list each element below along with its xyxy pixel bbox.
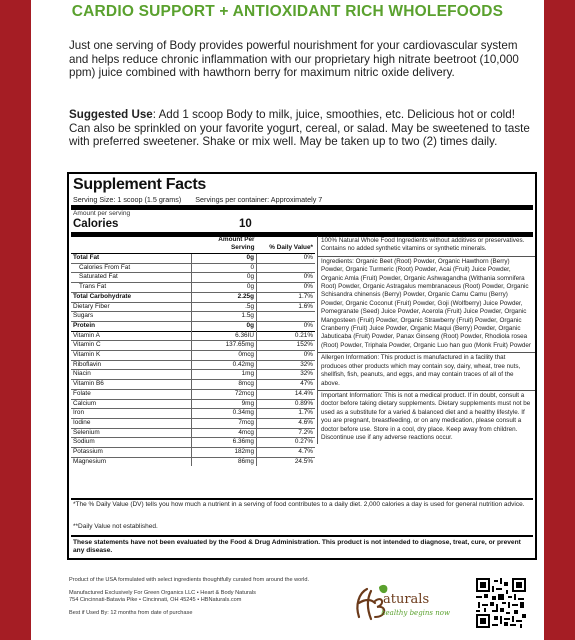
suggested-use-text: : Add 1 scoop Body to milk, juice, smoothies, etc. Delicious hot or cold! Can also be sprinkled on your favorite yogurt, cereal, or salad. May be sweetened to taste with preferred sweetener. Shake or mix well. May be taken up to two (2) times daily.: [69, 108, 530, 149]
nutrient-name: Saturated Fat: [71, 273, 192, 283]
daily-value-footnote: *The % Daily Value (DV) tells you how much a nutrient in a serving of food contributes to a daily diet. 2,000 calories a day is used for general nutrition advice.: [73, 501, 525, 508]
nutrient-row: [71, 331, 315, 341]
nutrient-name: Folate: [71, 389, 192, 399]
nutrient-name: Iron: [71, 409, 192, 419]
suggested-use-paragraph: [69, 108, 539, 149]
nutrient-dv: 0.89%: [257, 399, 316, 409]
nutrient-dv: 0%: [257, 321, 316, 331]
nutrient-name: Iodine: [71, 418, 192, 428]
serving-size: Serving Size: 1 scoop (1.5 grams): [73, 195, 182, 204]
logo-tagline: healthy begins now: [381, 609, 450, 617]
nutrient-amount: 7mcg: [192, 418, 257, 428]
divider-medium: [71, 498, 533, 500]
col-amount-header: Amount Per Serving: [192, 236, 257, 254]
nutrient-row: [71, 409, 315, 419]
nutrient-name: Calcium: [71, 399, 192, 409]
product-headline: CARDIO SUPPORT + ANTIOXIDANT RICH WHOLEFOODS: [71, 3, 504, 20]
nutrient-row: [71, 341, 315, 351]
nutrient-amount: 6.36IU: [192, 331, 257, 341]
nutrient-amount: 0g: [192, 273, 257, 283]
nutrient-amount: 182mg: [192, 448, 257, 458]
nutrient-dv: 0.21%: [257, 331, 316, 341]
nutrient-row: [71, 418, 315, 428]
nutrient-amount: 9mg: [192, 399, 257, 409]
divider-medium: [71, 535, 533, 537]
nutrient-dv: 152%: [257, 341, 316, 351]
nutrient-name: Vitamin C: [71, 341, 192, 351]
suggested-use-label: Suggested Use: [69, 108, 153, 121]
nutrient-name: Calories From Fat: [71, 263, 192, 273]
nutrient-row: [71, 438, 315, 448]
dv-not-established-footnote: **Daily Value not established.: [73, 523, 158, 530]
facts-title: Supplement Facts: [73, 176, 207, 193]
nutrient-amount: 0g: [192, 321, 257, 331]
nutrient-dv: 1.7%: [257, 409, 316, 419]
nutrient-amount: 1.5g: [192, 312, 257, 322]
nutrient-dv: 1.6%: [257, 302, 316, 312]
manufacturer-line-2: 754 Cincinnati-Batavia Pike • Cincinnati, OH 45245 • HBNaturals.com: [69, 596, 242, 603]
logo-wordmark: aturals: [383, 592, 430, 607]
manufacturer-line-1: Manufactured Exclusively For Green Organics LLC • Heart & Body Naturals: [69, 589, 256, 596]
col-dv-header: % Daily Value*: [257, 236, 316, 254]
nutrient-name: Niacin: [71, 370, 192, 380]
ingredients-list: Ingredients: Organic Beet (Root) Powder, Organic Hawthorn (Berry) Powder, Organic Turmeric (Root) Powder, Acai (Fruit) Juice Powder, Organic Amla (Fruit) Powder, Organic Ashwagandha (Withania somnifera Root) Powder, Organic Astragalus membranaceus (Root) Powder, Organic Schisandra chinensis (Berry) Powder, Organic Camu Camu (Berry) Powder, Organic Coconut (Fruit) Powder, Goji (Wolfberry) Juice Powder, Pomegranate (Seed) Juice Powder, Acerola (Fruit) Juice Powder, Organic Mangosteen (Fruit) Powder, Organic Strawberry (Fruit) Powder, Organic Cranberry (Fruit) Juice Powder, Organic Maqui (Berry) Powder, Organic Jabuticaba (Fruit) Powder, Panax Ginseng (Root) Powder, Rhodiola rosea (Root) Powder, Triphala Powder, Organic Luo han guo (Monk Fruit) Powder: [318, 257, 535, 353]
nutrient-table: [71, 236, 315, 466]
label-page: [31, 0, 544, 640]
nutrient-row: [71, 457, 315, 466]
allergen-info: Allergen Information: This product is manufactured in a facility that produces other products which may contain soy, dairy, wheat, tree nuts, shellfish, fish, peanuts, and eggs, and may contain traces of all of the above.: [318, 353, 535, 391]
nutrient-row: [71, 380, 315, 390]
qr-code-icon: [476, 578, 526, 628]
nutrient-dv: 0.27%: [257, 438, 316, 448]
nutrient-amount: 0g: [192, 283, 257, 293]
nutrient-row: [71, 360, 315, 370]
nutrient-dv: 4.7%: [257, 448, 316, 458]
nutrient-row: [71, 389, 315, 399]
nutrient-row: [71, 312, 315, 322]
nutrient-row: [71, 273, 315, 283]
origin-statement: Product of the USA formulated with select ingredients thoughtfully curated from around the world.: [69, 577, 310, 583]
nutrient-dv: 32%: [257, 360, 316, 370]
nutrient-amount: 8mcg: [192, 380, 257, 390]
nutrient-name: Sugars: [71, 312, 192, 322]
nutrient-row: [71, 351, 315, 361]
nutrient-amount: .5g: [192, 302, 257, 312]
nutrient-row: [71, 321, 315, 331]
nutrient-name: Total Fat: [71, 254, 192, 264]
servings-per-container: Servings per container: Approximately 7: [195, 195, 323, 204]
natural-note: 100% Natural Whole Food Ingredients without additives or preservatives. Contains no added synthetic vitamins or synthetic minerals.: [318, 236, 535, 257]
nutrient-amount: 86mg: [192, 457, 257, 466]
intro-paragraph: Just one serving of Body provides powerful nourishment for your cardiovascular system and helps reduce chronic inflammation with our proprietary high nitrate beetroot (10,000 ppm) juice combined with hawthorn berry for maximum nitric oxide delivery.: [69, 39, 519, 80]
nutrient-amount: 6.36mg: [192, 438, 257, 448]
nutrient-amount: 2.25g: [192, 292, 257, 302]
nutrient-row: [71, 263, 315, 273]
nutrient-dv: 14.4%: [257, 389, 316, 399]
nutrient-amount: 0mcg: [192, 351, 257, 361]
nutrient-row: [71, 399, 315, 409]
serving-info: [73, 195, 322, 204]
nutrient-dv: 0%: [257, 283, 316, 293]
nutrient-name: Sodium: [71, 438, 192, 448]
nutrient-name: Dietary Fiber: [71, 302, 192, 312]
nutrient-name: Selenium: [71, 428, 192, 438]
nutrient-row: [71, 292, 315, 302]
nutrient-amount: 0.42mg: [192, 360, 257, 370]
nutrient-dv: 7.2%: [257, 428, 316, 438]
divider-thick: [71, 205, 533, 210]
nutrient-dv: 1.7%: [257, 292, 316, 302]
nutrient-dv: 0%: [257, 351, 316, 361]
nutrient-name: Vitamin K: [71, 351, 192, 361]
nutrient-dv: 4.6%: [257, 418, 316, 428]
nutrient-dv: [257, 263, 316, 273]
calories-value: 10: [239, 218, 252, 230]
nutrient-dv: 47%: [257, 380, 316, 390]
nutrient-amount: 0.34mg: [192, 409, 257, 419]
nutrient-amount: 4mcg: [192, 428, 257, 438]
nutrient-name: Potassium: [71, 448, 192, 458]
supplement-facts-panel: [67, 172, 537, 560]
nutrient-row: [71, 302, 315, 312]
nutrient-dv: 24.5%: [257, 457, 316, 466]
nutrient-dv: 0%: [257, 273, 316, 283]
amount-per-serving-label: Amount per serving: [73, 210, 131, 217]
nutrient-name: Vitamin B6: [71, 380, 192, 390]
nutrient-amount: 137.65mg: [192, 341, 257, 351]
nutrient-dv: 0%: [257, 254, 316, 264]
nutrient-amount: 0g: [192, 254, 257, 264]
nutrient-amount: 0: [192, 263, 257, 273]
nutrient-name: Riboflavin: [71, 360, 192, 370]
nutrient-row: [71, 448, 315, 458]
calories-label: Calories: [73, 218, 119, 230]
nutrient-row: [71, 283, 315, 293]
nutrient-row: [71, 428, 315, 438]
nutrient-row: [71, 254, 315, 264]
important-info: Important Information: This is not a medical product. If in doubt, consult a doctor before taking dietary supplements. Dietary supplements must not be used as a substitute for a varied & balanced diet and a healthy lifestyle. If you are pregnant, breastfeeding, or on any medication, please consult a doctor before use. Store in a cool, dry place. Keep away from children. Discontinue use if any adverse reactions occur.: [321, 391, 531, 441]
nutrient-name: Protein: [71, 321, 192, 331]
nutrient-name: Trans Fat: [71, 283, 192, 293]
ingredients-column: [317, 236, 535, 444]
best-by-statement: Best if Used By: 12 months from date of purchase: [69, 609, 193, 616]
nutrient-name: Vitamin A: [71, 331, 192, 341]
fda-disclaimer: These statements have not been evaluated by the Food & Drug Administration. This product is not intended to diagnose, treat, cure, or prevent any disease.: [73, 539, 521, 555]
nutrient-dv: 32%: [257, 370, 316, 380]
nutrient-row: [71, 370, 315, 380]
footer-info: [69, 577, 319, 617]
nutrient-name: Magnesium: [71, 457, 192, 466]
nutrient-dv: [257, 312, 316, 322]
nutrient-amount: 72mcg: [192, 389, 257, 399]
nutrient-name: Total Carbohydrate: [71, 292, 192, 302]
nutrient-amount: 1mg: [192, 370, 257, 380]
